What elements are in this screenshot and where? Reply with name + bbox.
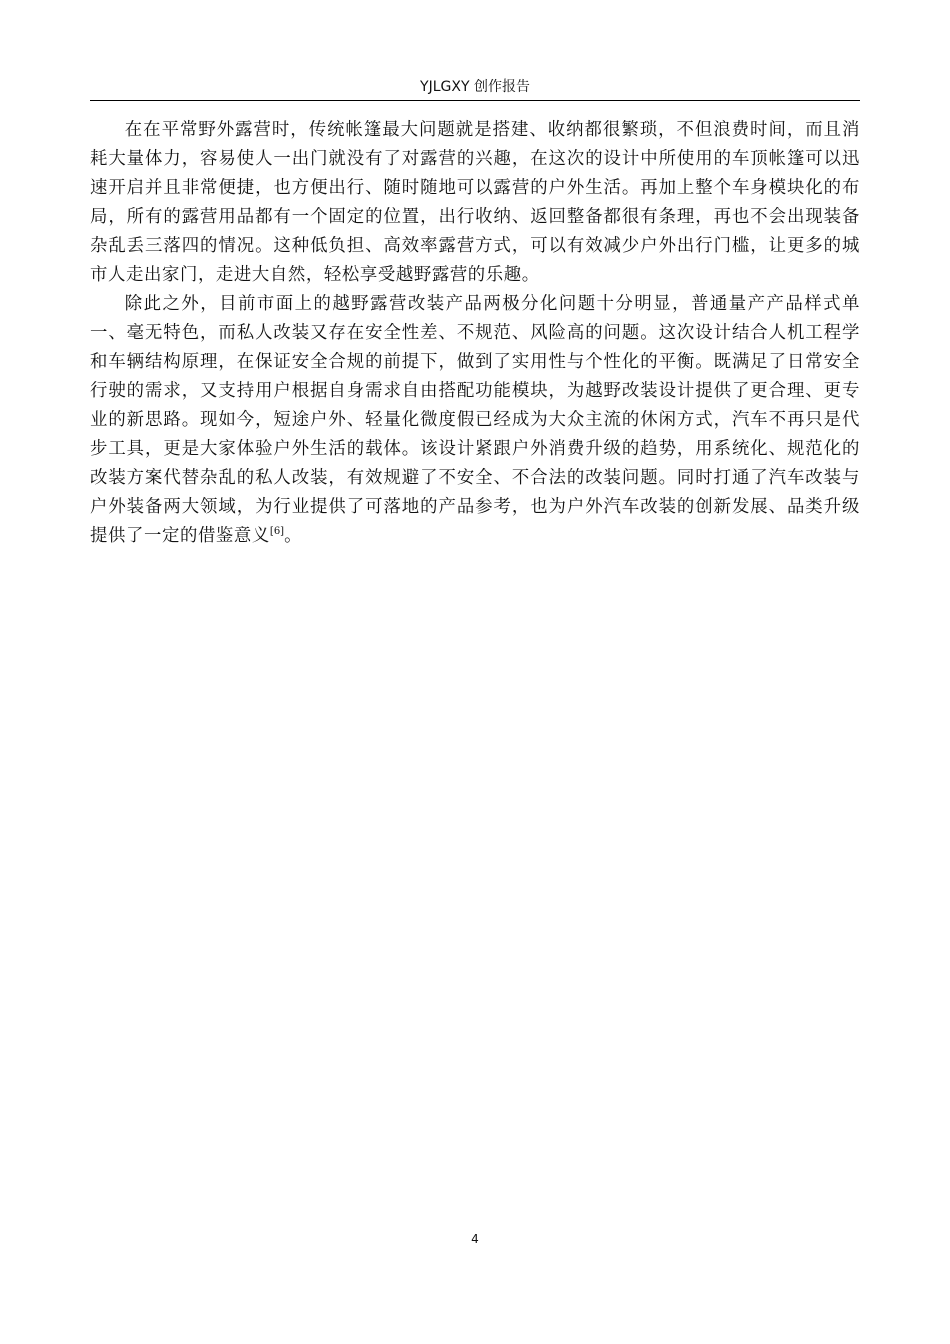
- header-title: YJLGXY 创作报告: [420, 79, 530, 95]
- paragraph-1: [90, 116, 860, 290]
- paragraph-2-ending: 。: [284, 526, 303, 546]
- document-body: [90, 116, 860, 551]
- paragraph-2: [90, 290, 860, 551]
- page-header: [90, 76, 860, 101]
- citation-reference: [6]: [269, 526, 285, 538]
- page-number: 4: [471, 1232, 479, 1246]
- paragraph-1-text: 在在平常野外露营时，传统帐篷最大问题就是搭建、收纳都很繁琐，不但浪费时间，而且消耗大量体力，容易使人一出门就没有了对露营的兴趣，在这次的设计中所使用的车顶帐篷可以迅速开启并且非常便捷，也方便出行、随时随地可以露营的户外生活。再加上整个车身模块化的布局，所有的露营用品都有一个固定的位置，出行收纳、返回整备都很有条理，再也不会出现装备杂乱丢三落四的情况。这种低负担、高效率露营方式，可以有效减少户外出行门槛，让更多的城市人走出家门，走进大自然，轻松享受越野露营的乐趣。: [90, 120, 860, 285]
- paragraph-2-text: 除此之外，目前市面上的越野露营改装产品两极分化问题十分明显，普通量产产品样式单一、毫无特色，而私人改装又存在安全性差、不规范、风险高的问题。这次设计结合人机工程学和车辆结构原理，在保证安全合规的前提下，做到了实用性与个性化的平衡。既满足了日常安全行驶的需求，又支持用户根据自身需求自由搭配功能模块，为越野改装设计提供了更合理、更专业的新思路。现如今，短途户外、轻量化微度假已经成为大众主流的休闲方式，汽车不再只是代步工具，更是大家体验户外生活的载体。该设计紧跟户外消费升级的趋势，用系统化、规范化的改装方案代替杂乱的私人改装，有效规避了不安全、不合法的改装问题。同时打通了汽车改装与户外装备两大领域，为行业提供了可落地的产品参考，也为户外汽车改装的创新发展、品类升级提供了一定的借鉴意义: [90, 294, 860, 546]
